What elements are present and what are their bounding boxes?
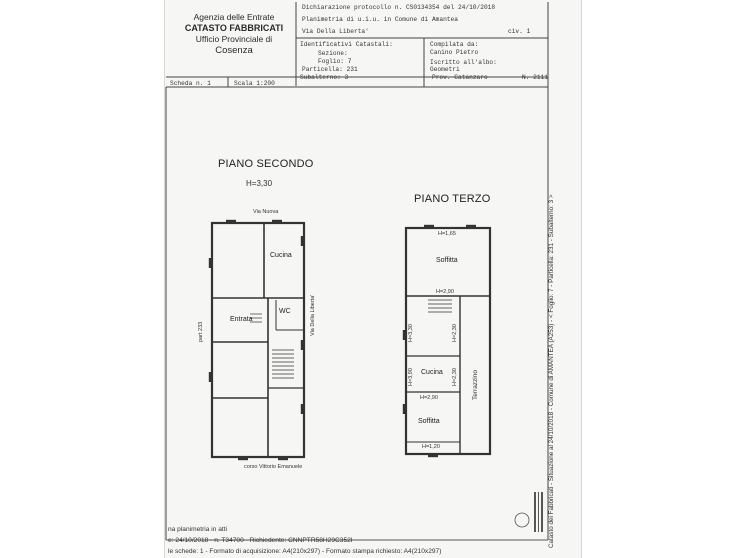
subalterno-field: Subalterno: 3	[300, 74, 349, 81]
floor3-height-left2: H=3,90	[408, 368, 414, 386]
floor3-height-top: H=1,65	[438, 231, 456, 237]
room-cucina-floor3: Cucina	[421, 369, 443, 376]
side-situation-text: Catasto dei Fabbricati - Situazione al 24/10/2018 - Comune di AMANTEA (A253) - < Foglio: 7 - Particella: 231 - Subalterno: 3 >	[548, 194, 555, 548]
ids-title: Identificativi Catastali:	[300, 41, 393, 48]
agency-city: Cosenza	[215, 45, 253, 56]
floor3-height-bottom: H=1,20	[422, 444, 440, 450]
civic-number: civ. 1	[508, 28, 531, 35]
registry-number: N. 2111	[522, 74, 548, 81]
agency-name: Agenzia delle Entrate	[193, 12, 275, 22]
scale-text: Scala 1:200	[234, 80, 275, 87]
footer-line-1: na planimetria in atti	[168, 526, 228, 533]
room-entrata: Entrata	[230, 316, 253, 323]
compiled-by-label: Compilata da:	[430, 41, 479, 48]
footer-line-3: le schede: 1 - Formato di acquisizione: A4(210x297) - Formato stampa richiesto: A4(210x297)	[168, 548, 442, 555]
floor2-street-top: Via Nuova	[253, 209, 279, 215]
room-cucina-floor2: Cucina	[270, 252, 292, 259]
agency-catasto: CATASTO FABBRICATI	[184, 23, 284, 33]
sezione-field: Sezione:	[318, 50, 348, 57]
agency-office: Ufficio Provinciale di	[195, 34, 273, 44]
floor2-height: H=3,30	[246, 179, 273, 188]
barcode-stamp	[534, 492, 543, 532]
protocol-text: Dichiarazione protocollo n. CS0134354 del 24/10/2018	[302, 4, 496, 11]
street-text: Via Della Liberta'	[302, 28, 369, 35]
province-field: Prov. Catanzaro	[432, 74, 488, 81]
compiler-name: Canino Pietro	[430, 49, 479, 56]
room-wc: WC	[279, 308, 291, 315]
floor3-height-mid2: H=2,90	[420, 395, 438, 401]
floor3-title: PIANO TERZO	[414, 193, 491, 205]
room-soffitta-top: Soffitta	[436, 257, 458, 264]
floor2-street-right: Via Della Liberta'	[310, 294, 316, 336]
planimetry-text: Planimetria di u.i.u. in Comune di Amantea	[302, 16, 458, 23]
particella-field: Particella: 231	[302, 66, 358, 73]
scheda-number: Scheda n. 1	[170, 80, 211, 87]
floor2-street-left: part 233	[198, 321, 204, 342]
registry-name: Geometri	[430, 66, 460, 73]
registered-label: Iscritto all'albo:	[430, 59, 497, 66]
stamp-circle	[515, 513, 529, 527]
floor2-street-bottom: corso Vittorio Emanuele	[244, 464, 303, 470]
floor3-height-left: H=3,30	[408, 324, 414, 342]
floor2-title: PIANO SECONDO	[218, 158, 314, 170]
floor3-height-right2: H=2,30	[452, 368, 458, 386]
foglio-field: Foglio: 7	[318, 58, 352, 65]
room-terrazzino: Terrazzino	[472, 370, 479, 400]
agency-block	[172, 12, 296, 56]
room-soffitta-bottom: Soffitta	[418, 418, 440, 425]
footer-line-2: e: 24/10/2018 - n. T34700 - Richiedente: CNNPTR58H29C352I	[168, 537, 353, 544]
floor3-height-mid: H=2,90	[436, 289, 454, 295]
floor3-height-right: H=2,30	[452, 324, 458, 342]
